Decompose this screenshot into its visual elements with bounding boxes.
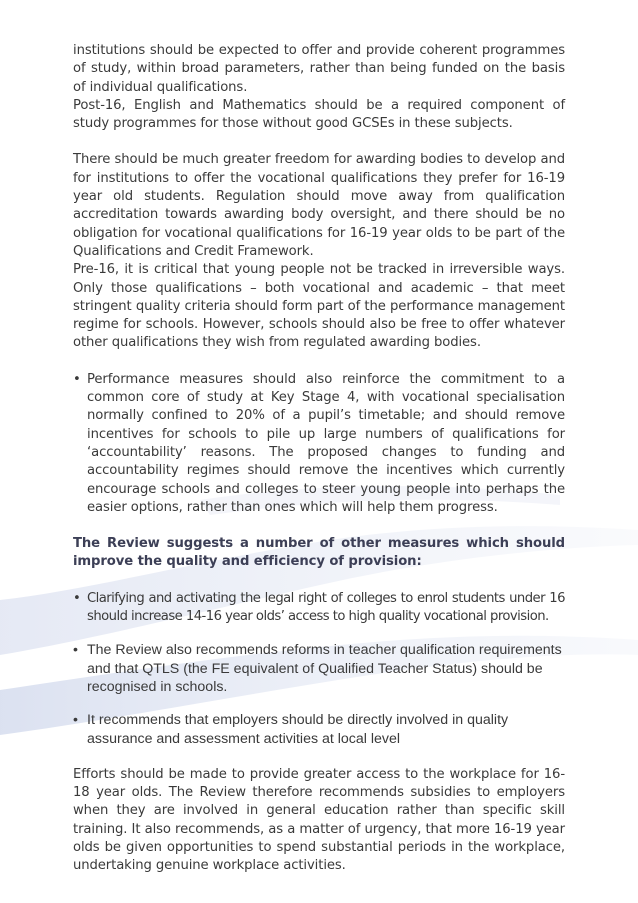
paragraph-awarding-bodies: There should be much greater freedom for awarding bodies to develop and for institutions to offer the vocational qualifications they prefer for 16-19 year old students. Regulation should move away from qualification accreditation towards awarding body oversight, and there should be no obligation for vocational qualifications for 16-19 year olds to be part of the Qualifications and Credit Framework. [73, 152, 565, 259]
paragraph-funding: institutions should be expected to offer and provide coherent programmes of study, within broad parameters, rather than being funded on the basis of individual qualifications. [73, 43, 565, 95]
page-content [73, 42, 565, 876]
section-subheading: The Review suggests a number of other measures which should improve the quality and efficiency of provision: [73, 536, 565, 570]
measures-list-3 [73, 711, 565, 748]
bullet-employers: • It recommends that employers should be directly involved in quality assurance and assessment activities at local level [73, 711, 565, 748]
bullet-legal-right: • Clarifying and activating the legal right of colleges to enrol students under 16 should increase 14-16 year olds’ access to high quality vocational provision. [73, 590, 565, 627]
performance-list [73, 371, 565, 517]
measures-list [73, 590, 565, 627]
bullet-teacher-qualification: • The Review also recommends reforms in teacher qualification requirements and that QTLS (the FE equivalent of Qualified Teacher Status) should be recognised in schools. [73, 641, 565, 696]
paragraph-post16: Post-16, English and Mathematics should be a required component of study programmes for those without good GCSEs in these subjects. [73, 97, 565, 132]
measures-list-2 [73, 641, 565, 696]
bullet-performance-measures: • Performance measures should also reinforce the commitment to a common core of study at Key Stage 4, with vocational specialisation normally confined to 20% of a pupil’s timetable; and should remove incentives for schools to pile up large numbers of qualifications for ‘accountability’ reasons. The proposed changes to funding and accountability regimes should remove the incentives which currently encourage schools and colleges to steer young people into perhaps the easier options, rather than ones which will help them progress. [73, 371, 565, 517]
paragraph-workplace: Efforts should be made to provide greater access to the workplace for 16-18 year olds. The Review therefore recommends subsidies to employers when they are involved in general education rather than specific skill training. It also recommends, as a matter of urgency, that more 16-19 year olds be given opportunities to spend substantial periods in the workplace, undertaking genuine workplace activities. [73, 766, 565, 874]
paragraph-pre16: Pre-16, it is critical that young people not be tracked in irreversible ways. Only those qualifications – both vocational and academic – that meet stringent quality criteria should form part of the performance management regime for schools. However, schools should also be free to offer whatever other qualifications they wish from regulated awarding bodies. [73, 262, 565, 351]
